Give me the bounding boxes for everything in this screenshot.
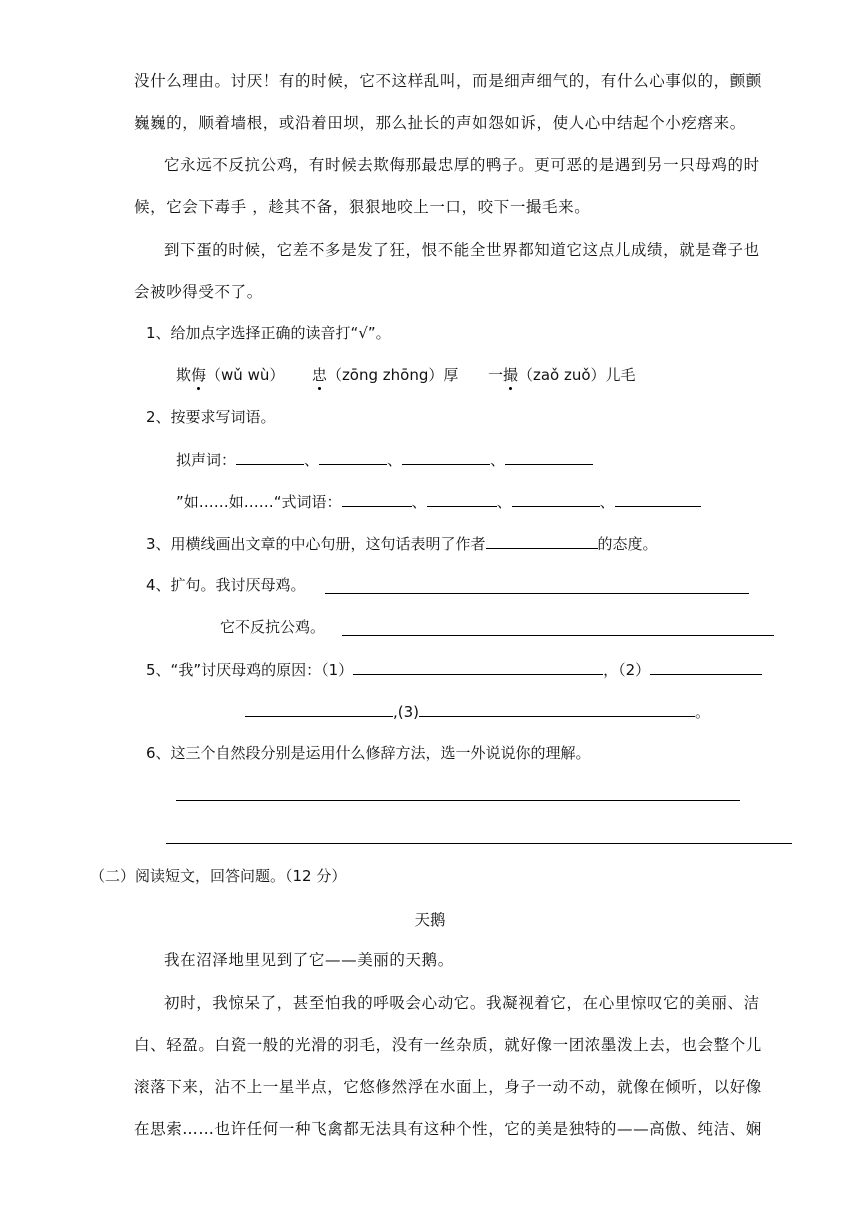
dotted-char: 撮 <box>502 366 518 384</box>
separator: 、 <box>411 493 427 511</box>
separator: 、 <box>599 493 615 511</box>
passage-line: 初时，我惊呆了，甚至怕我的呼吸会心动它。我凝视着它，在心里惊叹它的美丽、洁 <box>164 994 760 1012</box>
answer-blank[interactable] <box>319 449 387 465</box>
answer-line[interactable] <box>325 593 749 594</box>
answer-blank[interactable] <box>342 491 412 507</box>
question-4b: 它不反抗公鸡。 <box>220 618 326 636</box>
question-5-text: 5、“我”讨厌母鸡的原因：（1） <box>146 661 354 679</box>
passage-line: 滚落下来，沾不上一星半点，它悠修然浮在水面上，身子一动不动，就像在倾听，以好像 <box>134 1078 762 1096</box>
question-5-end: 。 <box>695 703 711 721</box>
article-title: 天鹅 <box>414 911 446 929</box>
question-5-cont <box>245 701 710 722</box>
answer-blank[interactable] <box>615 491 701 507</box>
answer-blank[interactable] <box>650 659 762 675</box>
option-1-text: 欺 <box>176 366 192 384</box>
passage-line: 候，它会下毒手 ，趁其不备，狠狠地咬上一口，咬下一撮毛来。 <box>134 198 591 216</box>
question-4a: 4、扩句。我讨厌母鸡。 <box>146 576 306 594</box>
question-2: 2、按要求写词语。 <box>146 408 276 426</box>
answer-line[interactable] <box>342 635 774 636</box>
question-5-part3: ,(3) <box>393 703 420 721</box>
section-heading: （二）阅读短文，回答问题。（12 分） <box>90 867 347 885</box>
answer-line[interactable] <box>176 800 740 801</box>
answer-blank[interactable] <box>353 659 603 675</box>
passage-line: 没什么理由。讨厌！有的时候，它不这样乱叫，而是细声细气的，有什么心事似的，颤颤 <box>134 72 762 90</box>
answer-blank[interactable] <box>427 491 497 507</box>
answer-blank[interactable] <box>512 491 600 507</box>
answer-blank[interactable] <box>236 449 304 465</box>
answer-line[interactable] <box>166 843 792 844</box>
question-2b <box>176 491 701 512</box>
question-5-part2: ，（2） <box>603 661 651 679</box>
question-3-text: 3、用横线画出文章的中心句册，这句话表明了作者 <box>146 535 486 553</box>
option-3-pinyin: （zaǒ zuǒ）儿毛 <box>517 366 636 384</box>
passage-line: 到下蛋的时候，它差不多是发了狂，恨不能全世界都知道它这点儿成绩，就是聋子也 <box>164 241 760 259</box>
answer-blank[interactable] <box>505 449 593 465</box>
option-3-text: 一 <box>487 366 503 384</box>
onomatopoeia-label: 拟声词： <box>176 451 237 469</box>
question-1: 1、给加点字选择正确的读音打“√”。 <box>146 324 391 342</box>
option-1-pinyin: （wǔ wù） <box>206 366 285 384</box>
answer-blank[interactable] <box>486 533 598 549</box>
passage-line: 巍巍的，顺着墙根，或沿着田坝，那么扯长的声如怨如诉，使人心中结起个小疙瘩来。 <box>134 114 746 132</box>
separator: 、 <box>496 493 512 511</box>
dotted-char: 侮 <box>191 366 207 384</box>
passage-line: 我在沼泽地里见到了它——美丽的天鹅。 <box>164 951 454 969</box>
question-6: 6、这三个自然段分别是运用什么修辞方法，选一外说说你的理解。 <box>146 744 591 762</box>
answer-blank[interactable] <box>419 701 695 717</box>
dotted-char: 忠 <box>311 366 327 384</box>
question-3-tail: 的态度。 <box>597 535 658 553</box>
pattern-label: ”如……如……“式词语： <box>176 493 342 511</box>
separator: 、 <box>490 451 506 469</box>
question-3 <box>146 533 658 554</box>
passage-line: 在思索……也许任何一种飞禽都无法具有这种个性，它的美是独特的——高傲、纯洁、娴 <box>134 1120 762 1138</box>
answer-blank[interactable] <box>245 701 393 717</box>
question-1-options <box>176 365 636 385</box>
question-5 <box>146 659 762 680</box>
separator: 、 <box>387 451 403 469</box>
question-2a <box>176 449 593 470</box>
passage-line: 它永远不反抗公鸡，有时候去欺侮那最忠厚的鸭子。更可恶的是遇到另一只母鸡的时 <box>164 156 760 174</box>
passage-line: 会被吵得受不了。 <box>134 283 263 301</box>
separator: 、 <box>304 451 320 469</box>
passage-line: 白、轻盈。白瓷一般的光滑的羽毛，没有一丝杂质，就好像一团浓墨泼上去，也会整个儿 <box>134 1036 762 1054</box>
answer-blank[interactable] <box>402 449 490 465</box>
option-2-pinyin: （zōng zhōng）厚 <box>326 366 459 384</box>
